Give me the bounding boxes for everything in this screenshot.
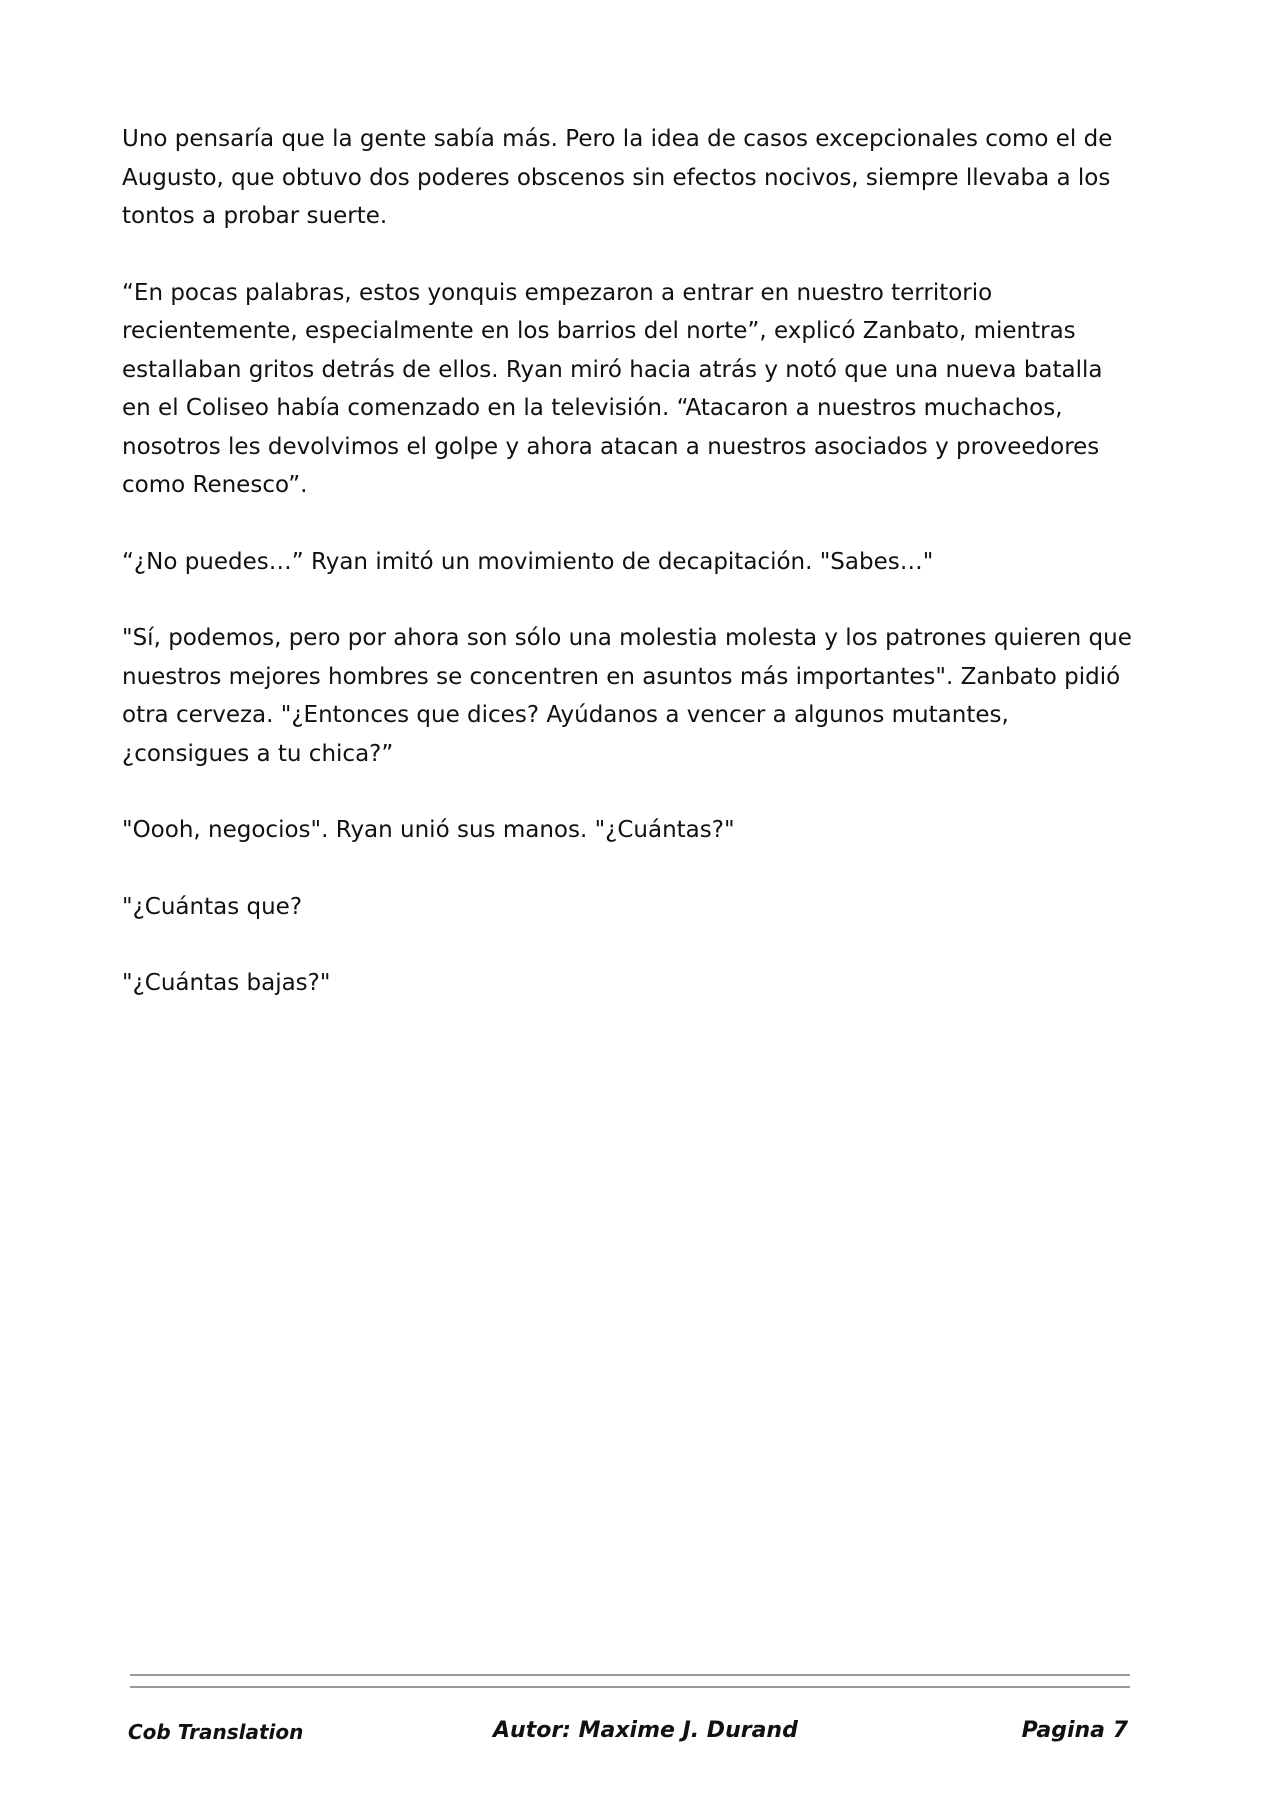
paragraph-2: “En pocas palabras, estos yonquis empezaron a entrar en nuestro territorio recientemente, especialmente en los barrios del norte”, explicó Zanbato, mientras estallaban gritos detrás de ellos. Ryan miró hacia atrás y notó que una nueva batalla en el Coliseo había comenzado en la televisión. “Atacaron a nuestros muchachos, nosotros les devolvimos el golpe y ahora atacan a nuestros asociados y proveedores como Renesco”. (122, 279, 1103, 498)
footer-author: Autor: Maxime J. Durand (493, 1718, 798, 1743)
paragraph-5: "Oooh, negocios". Ryan unió sus manos. "¿Cuántas?" (122, 817, 735, 843)
paragraph-6: "¿Cuántas que? (122, 893, 303, 920)
page-footer (128, 1718, 1128, 1748)
paragraph-3: “¿No puedes…” Ryan imitó un movimiento de decapitación. "Sabes…" (122, 548, 934, 575)
paragraph-7: "¿Cuántas bajas?" (122, 970, 331, 996)
paragraph-1: Uno pensaría que la gente sabía más. Pero la idea de casos excepcionales como el de Augusto, que obtuvo dos poderes obscenos sin efectos nocivos, siempre llevaba a los tontos a probar suerte. (122, 126, 1113, 229)
footer-page-number: Pagina 7 (1021, 1718, 1128, 1743)
page-body (122, 120, 1132, 1041)
footer-divider-bottom (130, 1686, 1130, 1688)
footer-translator: Cob Translation (128, 1720, 304, 1744)
paragraph-4: "Sí, podemos, pero por ahora son sólo una molestia molesta y los patrones quieren que nuestros mejores hombres se concentren en asuntos más importantes". Zanbato pidió otra cerveza. "¿Entonces que dices? Ayúdanos a vencer a algunos mutantes, ¿consigues a tu chica?” (122, 625, 1132, 767)
footer-divider-top (130, 1674, 1130, 1676)
